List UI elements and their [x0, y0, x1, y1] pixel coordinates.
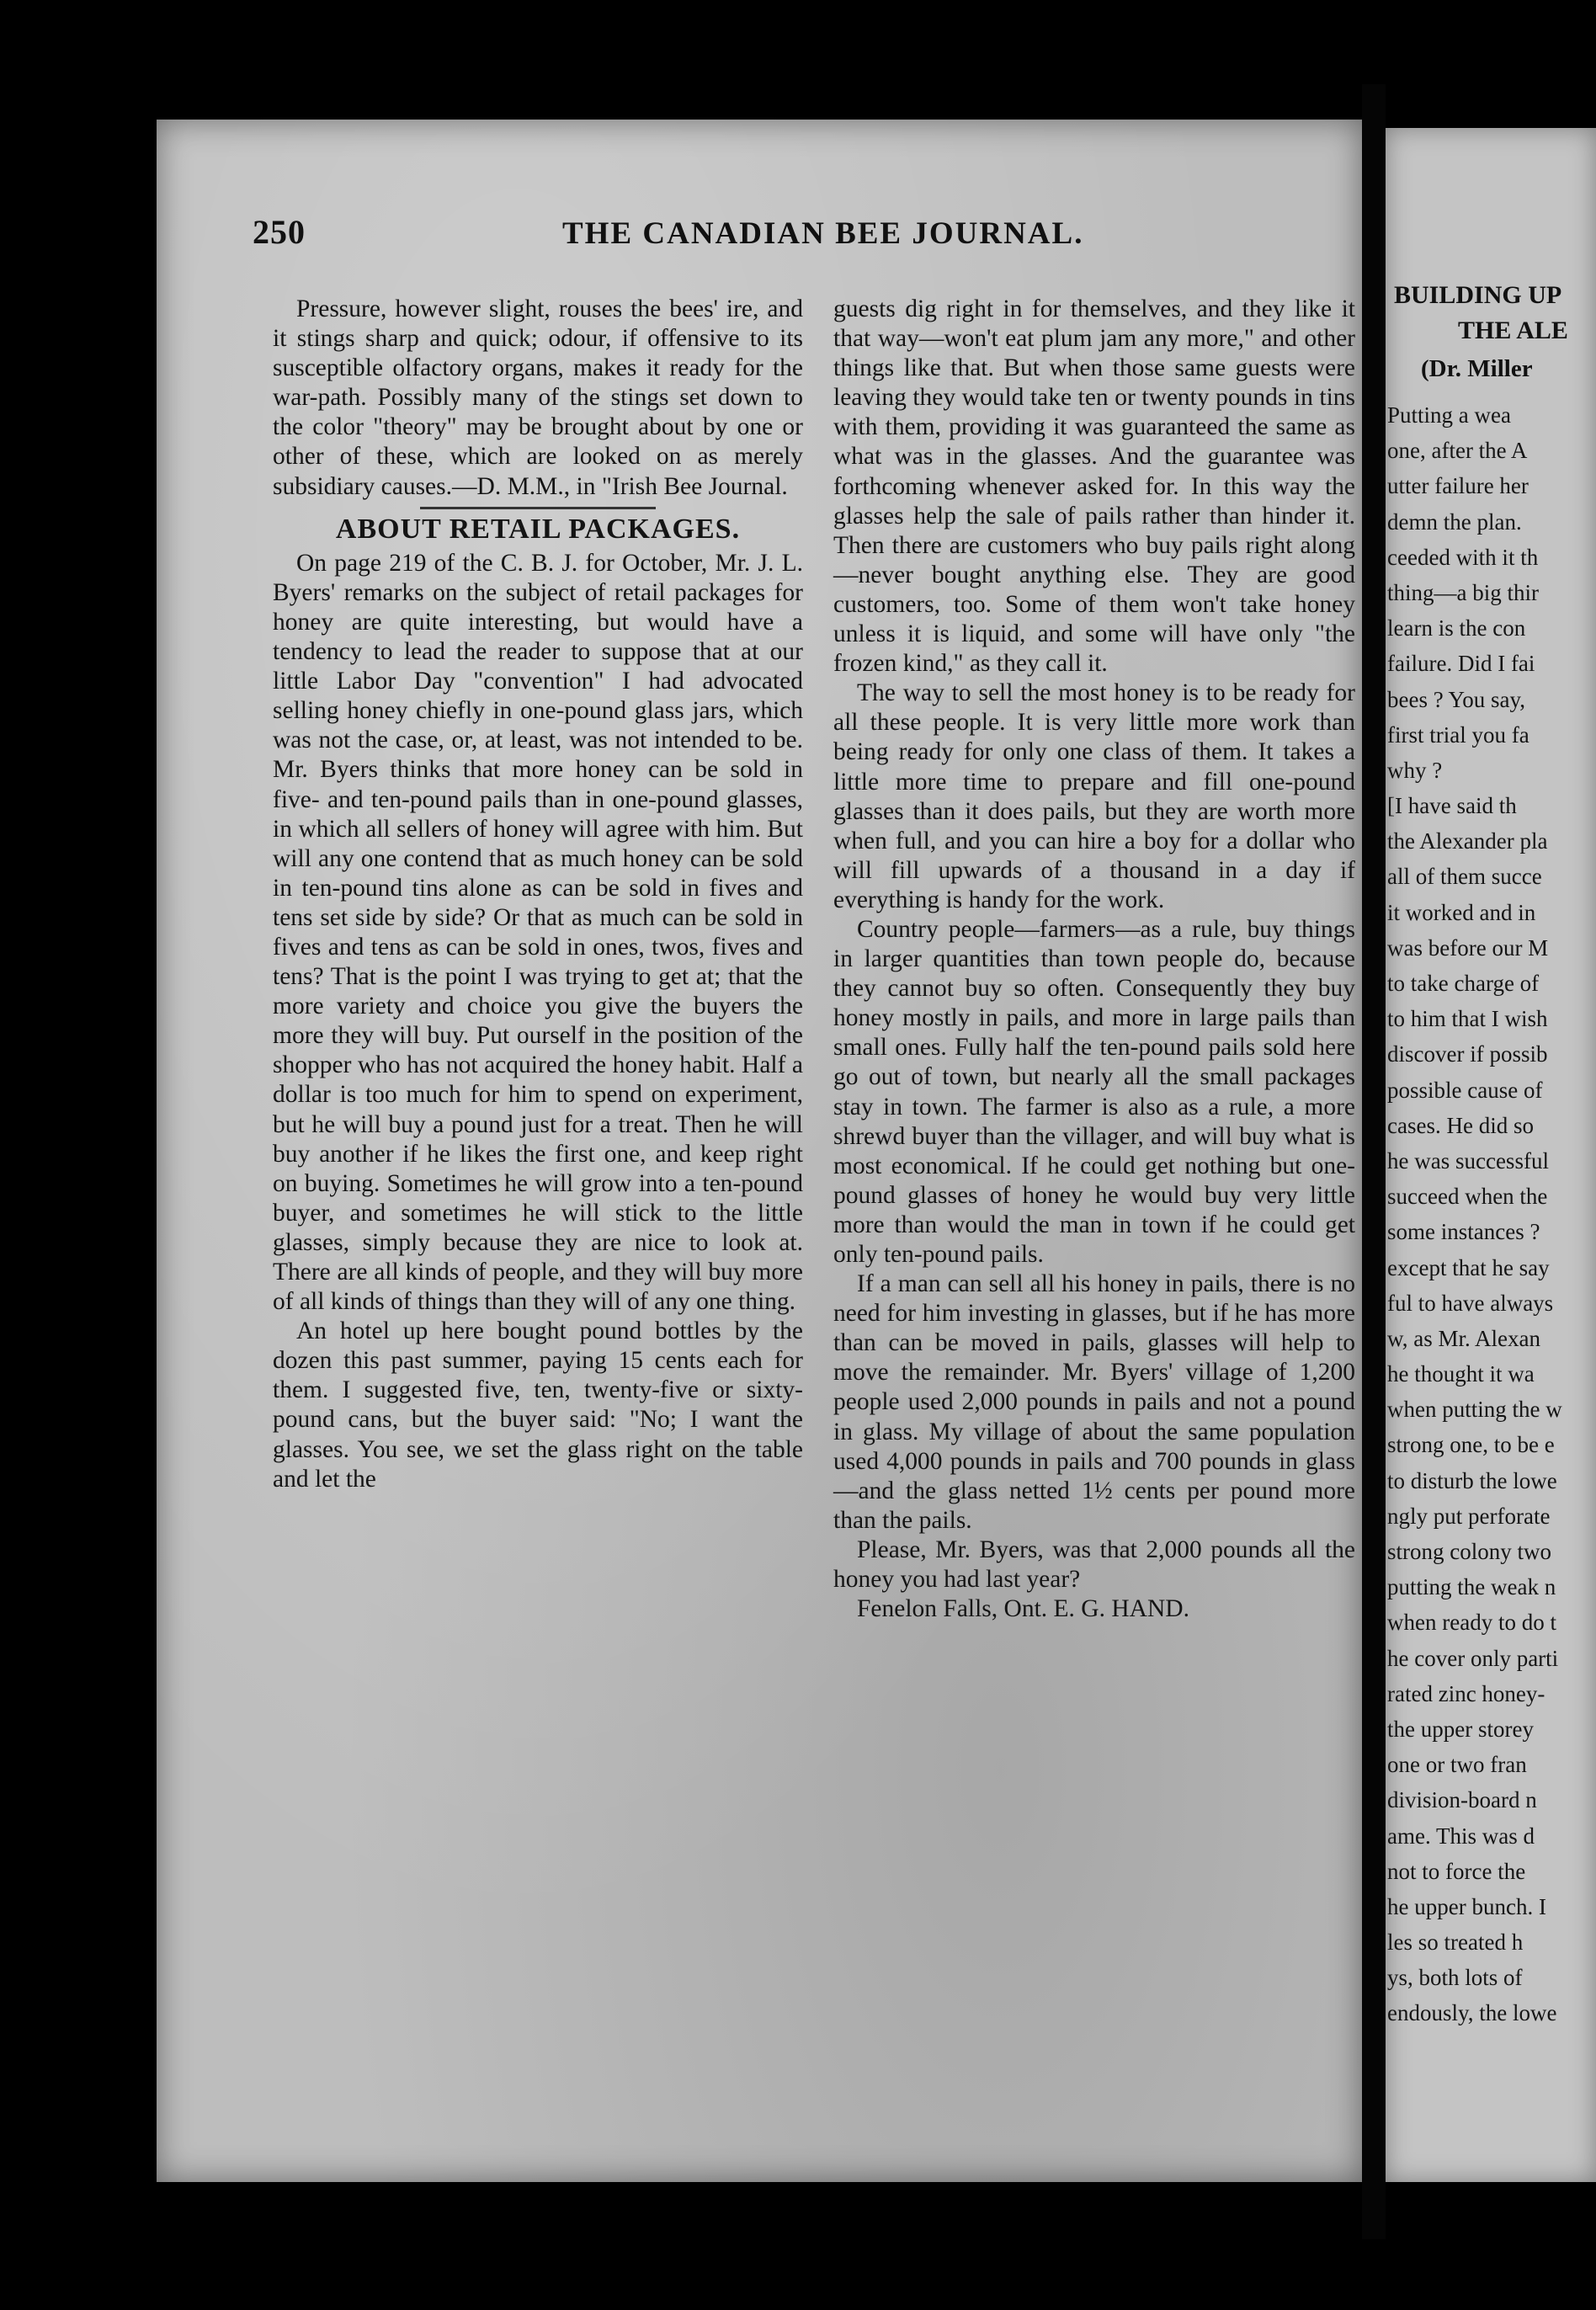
next-page-line: discover if possib [1387, 1041, 1548, 1067]
next-page-line: ys, both lots of [1387, 1965, 1523, 1991]
next-page-line: ngly put perforate [1387, 1503, 1551, 1529]
next-page-line: all of them succe [1387, 864, 1542, 890]
left-paragraph-1: Pressure, however slight, rouses the bees' ire, and it stings sharp and quick; odour, if offensive to its susceptible olfactory organs, makes it ready for the war-path. Possibly many of the stings set down to the color "theory" may be brought about by one or other of these, which are looked on as merely subsidiary causes.—D. M.M., in "Irish Bee Journal. [273, 295, 803, 500]
next-page-heading-line-1: BUILDING UP [1394, 281, 1562, 309]
next-page-edge [1386, 128, 1596, 2182]
next-page-line: cases. He did so [1387, 1112, 1534, 1138]
middle-paragraph-3: Country people—farmers—as a rule, buy things in larger quantities than town people do, because they cannot buy so often. Consequently they buy honey mostly in pails, and more in large pails than small ones. Fully half the ten-pound pails sold here go out of town, but nearly all the small packages stay in town. The farmer is also as a rule, a more shrewd buyer than the villager, and will buy what is most economical. If he could get nothing but one-pound glasses of honey he would buy very little more than would the man in town if he could get only ten-pound pails. [833, 915, 1355, 1268]
next-page-line: he upper bunch. I [1387, 1893, 1546, 1919]
next-page-line: [I have said th [1387, 793, 1517, 819]
next-page-line: some instances ? [1387, 1219, 1540, 1245]
next-page-line: he was successful [1387, 1147, 1549, 1174]
left-paragraph-2: On page 219 of the C. B. J. for October, Mr. J. L. Byers' remarks on the subject of retail packages for honey are quite interesting, but would have a tendency to lead the reader to suppose that at our little Labor Day "convention" I had advocated selling honey chiefly in one-pound glass jars, which was not the case, or, at least, was not intended to be. Mr. Byers thinks that more honey can be sold in five- and ten-pound pails than in one-pound glasses, in which all sellers of honey will agree with him. But will any one contend that as much honey can be sold in ten-pound tins alone as can be sold in fives and tens set side by side? Or that as much can be sold in fives and tens as can be sold in ones, twos, fives and tens? That is the point I was trying to get at; that the more variety and choice you give the buyers the more they will buy. Put ourself in the position of the shopper who has not acquired the honey habit. Half a dollar is too much for him to spend on experiment, but he will buy a pound just for a treat. Then he will buy another if he likes the first one, and keep right on buying. Sometimes he will grow into a ten-pound buyer, and sometimes he will stick to the little glasses, simply because they are nice to look at. There are all kinds of people, and they will buy more of all kinds of things than they will of any one thing. [273, 549, 803, 1316]
next-page-line: to him that I wish [1387, 1006, 1548, 1032]
page-number: 250 [253, 213, 306, 251]
next-page-line: w, as Mr. Alexan [1387, 1325, 1540, 1351]
next-page-text-lines [1387, 397, 1562, 2031]
next-page-line: strong one, to be e [1387, 1432, 1555, 1458]
next-page-heading [1394, 278, 1568, 349]
next-page-line: rated zinc honey- [1387, 1680, 1545, 1706]
next-page-line: was before our M [1387, 934, 1549, 961]
next-page-line: why ? [1387, 757, 1443, 783]
next-page-line: when putting the w [1387, 1397, 1562, 1423]
next-page-line: bees ? You say, [1387, 686, 1525, 712]
middle-column [833, 295, 1355, 1624]
next-page-line: failure. Did I fai [1387, 651, 1535, 677]
author-signature: Fenelon Falls, Ont. E. G. HAND. [857, 1595, 1189, 1623]
next-page-line: the upper storey [1387, 1716, 1534, 1742]
next-page-line: endously, the lowe [1387, 2000, 1557, 2026]
next-page-line: demn the plan. [1387, 508, 1522, 535]
middle-paragraph-5: Please, Mr. Byers, was that 2,000 pounds all the honey you had last year? [833, 1536, 1355, 1594]
next-page-line: learn is the con [1387, 615, 1526, 641]
next-page-line: he cover only parti [1387, 1645, 1559, 1671]
next-page-line: to take charge of [1387, 971, 1540, 996]
next-page-line: ame. This was d [1387, 1823, 1535, 1849]
middle-paragraph-2: The way to sell the most honey is to be ready for all these people. It is very little more work than being ready for only one class of them. It takes a little more time to prepare and fill one-pound glasses than it does pails, but they are worth more when full, and you can hire a boy for a dollar who will fill upwards of a thousand in a day if everything is handy for the work. [833, 679, 1355, 913]
next-page-line: les so treated h [1387, 1929, 1524, 1956]
next-page-line: first trial you fa [1387, 721, 1530, 748]
left-paragraph-3: An hotel up here bought pound bottles by the dozen this past summer, paying 15 cents each for them. I suggested five, ten, twenty-five or sixty-pound cans, but the buyer said: "No; I want the glasses. You see, we set the glass right on the table and let the [273, 1317, 803, 1493]
article-heading: ABOUT RETAIL PACKAGES. [335, 513, 741, 545]
journal-title: THE CANADIAN BEE JOURNAL. [562, 216, 1084, 251]
next-page-line: not to force the [1387, 1858, 1526, 1884]
middle-paragraph-4: If a man can sell all his honey in pails, there is no need for him investing in glasses, but if he has more than can be moved in pails, glasses will help to move the remainder. Mr. Byers' village of 1,200 people used 2,000 pounds in pails and not a pound in glass. My village of about the same population used 4,000 pounds in pails and 700 pounds in glass—and the glass netted 1½ cents per pound more than the pails. [833, 1270, 1355, 1534]
next-page-line: ceeded with it th [1387, 544, 1539, 570]
next-page-line: putting the weak n [1387, 1574, 1556, 1600]
next-page-line: except that he say [1387, 1254, 1550, 1280]
next-page-heading-line-2: THE ALE [1458, 317, 1568, 344]
next-page-line: the Alexander pla [1387, 828, 1548, 854]
next-page-line: strong colony two [1387, 1539, 1551, 1564]
next-page-byline: (Dr. Miller [1421, 355, 1533, 382]
next-page-line: when ready to do t [1387, 1610, 1556, 1636]
next-page-line: division-board n [1387, 1787, 1537, 1813]
left-column [273, 295, 803, 1494]
next-page-line: succeed when the [1387, 1184, 1548, 1210]
next-page-line: one, after the A [1387, 438, 1528, 464]
next-page-line: possible cause of [1387, 1077, 1543, 1103]
next-page-line: it worked and in [1387, 899, 1536, 925]
next-page-line: utter failure her [1387, 473, 1529, 499]
next-page-line: he thought it wa [1387, 1361, 1535, 1387]
next-page-line: to disturb the lowe [1387, 1467, 1557, 1493]
middle-paragraph-1: guests dig right in for themselves, and they like it that way—won't eat plum jam any more," and other things like that. But when those same guests were leaving they would take ten or twenty pounds in tins with them, providing it was guaranteed the same as what was in the glasses. And the guarantee was forthcoming whenever asked for. In this way the glasses help the sale of pails rather than hinder it. Then there are customers who buy pails right along—never bought anything else. They are good customers, too. Some of them won't take honey unless it is liquid, and some will have only "the frozen kind," as they call it. [833, 295, 1355, 678]
section-divider [420, 507, 656, 509]
next-page-line: Putting a wea [1387, 402, 1511, 428]
book-gutter [1362, 84, 1386, 2239]
next-page-line: thing—a big thir [1387, 579, 1539, 605]
next-page-line: ful to have always [1387, 1290, 1554, 1316]
next-page-line: one or two fran [1387, 1752, 1527, 1778]
page-header [253, 212, 1347, 258]
